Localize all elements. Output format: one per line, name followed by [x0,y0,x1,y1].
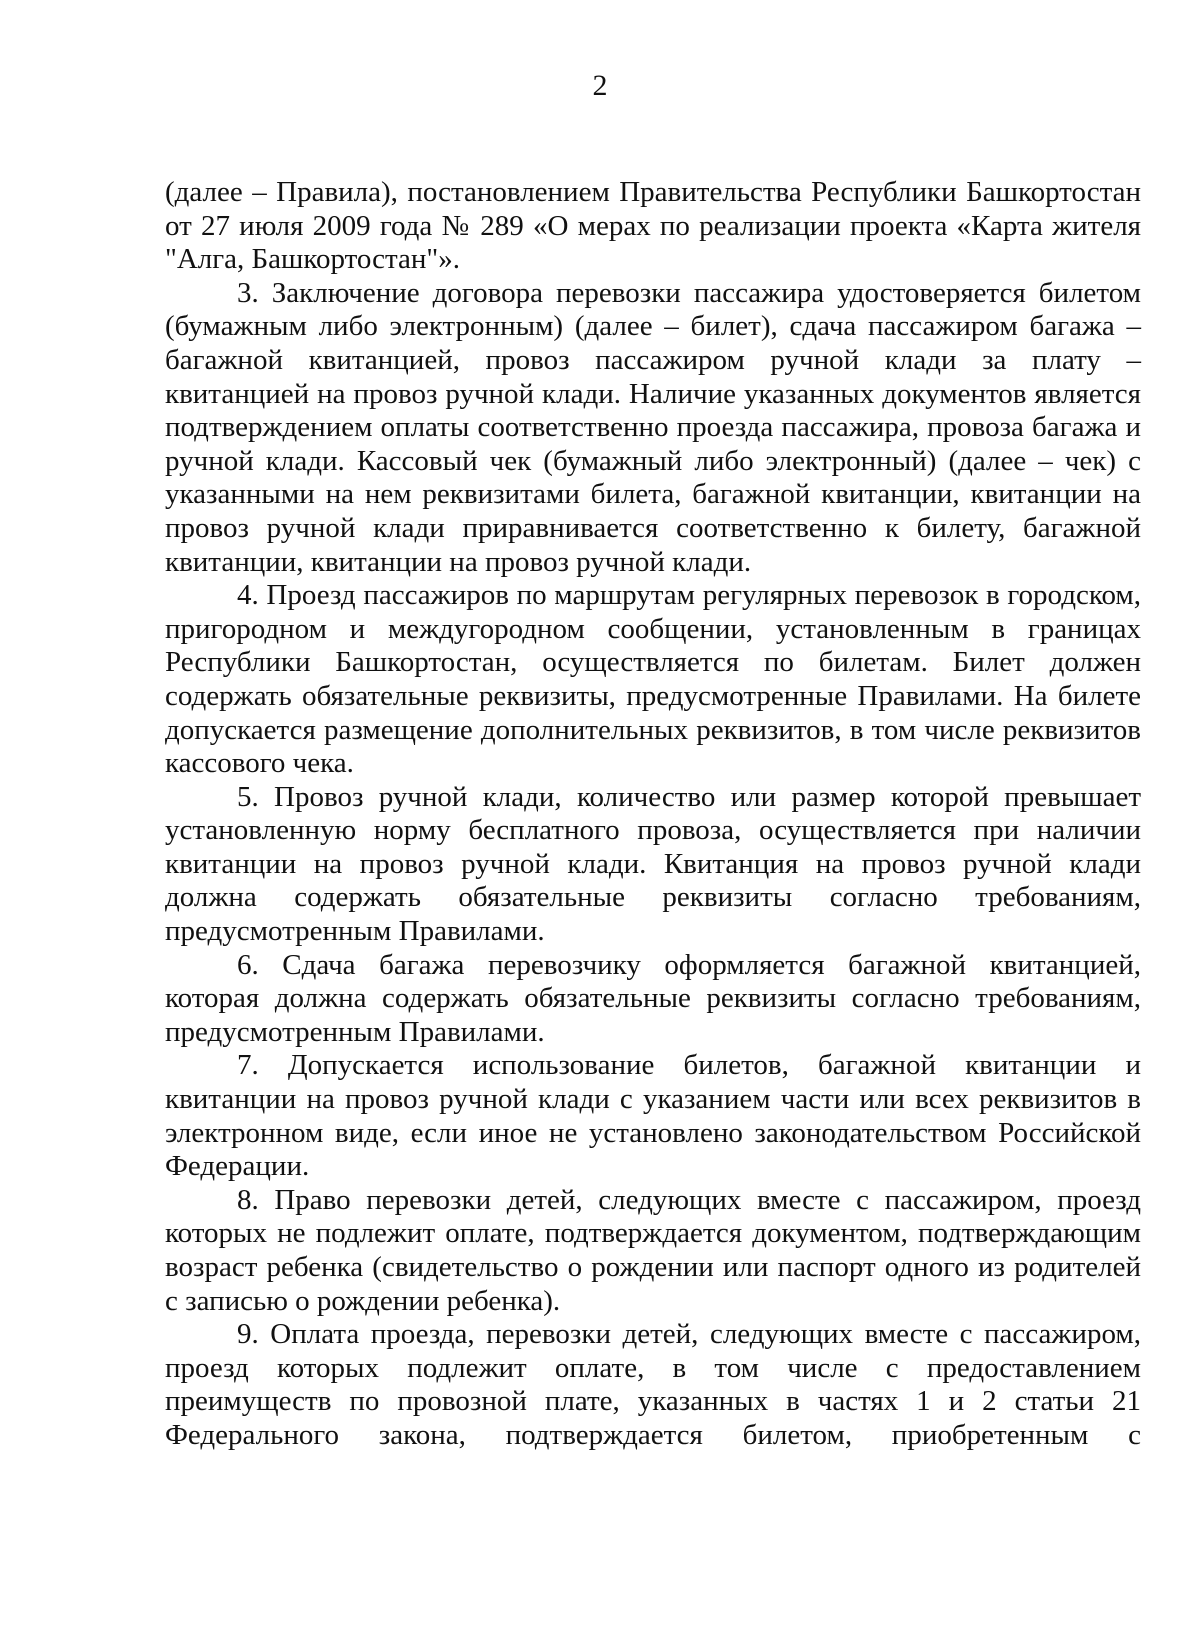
document-body [165,176,1141,1453]
paragraph-3: 3. Заключение договора перевозки пассажира удостоверяется билетом (бумажным либо электронным) (далее – билет), сдача пассажиром багажа – багажной квитанцией, провоз пассажиром ручной клади за плату – квитанцией на провоз ручной клади. Наличие указанных документов является подтверждением оплаты соответственно проезда пассажира, провоза багажа и ручной клади. Кассовый чек (бумажный либо электронный) (далее – чек) с указанными на нем реквизитами билета, багажной квитанции, квитанции на провоз ручной клади приравнивается соответственно к билету, багажной квитанции, квитанции на провоз ручной клади. [165,276,1141,578]
paragraph-7: 7. Допускается использование билетов, багажной квитанции и квитанции на провоз ручной клади с указанием части или всех реквизитов в электронном виде, если иное не установлено законодательством Российской Федерации. [165,1049,1141,1183]
paragraph-4: 4. Проезд пассажиров по маршрутам регулярных перевозок в городском, пригородном и междугородном сообщении, установленным в границах Республики Башкортостан, осуществляется по билетам. Билет должен содержать обязательные реквизиты, предусмотренные Правилами. На билете допускается размещение дополнительных реквизитов, в том числе реквизитов кассового чека. [165,579,1141,780]
page-number: 2 [592,69,608,102]
paragraph-continuation: (далее – Правила), постановлением Правительства Республики Башкортостан от 27 июля 2009 года № 289 «О мерах по реализации проекта «Карта жителя "Алга, Башкортостан"». [165,176,1141,276]
paragraph-8: 8. Право перевозки детей, следующих вместе с пассажиром, проезд которых не подлежит оплате, подтверждается документом, подтверждающим возраст ребенка (свидетельство о рождении или паспорт одного из родителей с записью о рождении ребенка). [165,1183,1141,1317]
paragraph-6: 6. Сдача багажа перевозчику оформляется багажной квитанцией, которая должна содержать обязательные реквизиты согласно требованиям, предусмотренным Правилами. [165,948,1141,1048]
paragraph-5: 5. Провоз ручной клади, количество или размер которой превышает установленную норму бесплатного провоза, осуществляется при наличии квитанции на провоз ручной клади. Квитанция на провоз ручной клади должна содержать обязательные реквизиты согласно требованиям, предусмотренным Правилами. [165,780,1141,948]
paragraph-9: 9. Оплата проезда, перевозки детей, следующих вместе с пассажиром, проезд которых подлежит оплате, в том числе с предоставлением преимуществ по провозной плате, указанных в частях 1 и 2 статьи 21 Федерального закона, подтверждается билетом, приобретенным с [165,1318,1141,1451]
